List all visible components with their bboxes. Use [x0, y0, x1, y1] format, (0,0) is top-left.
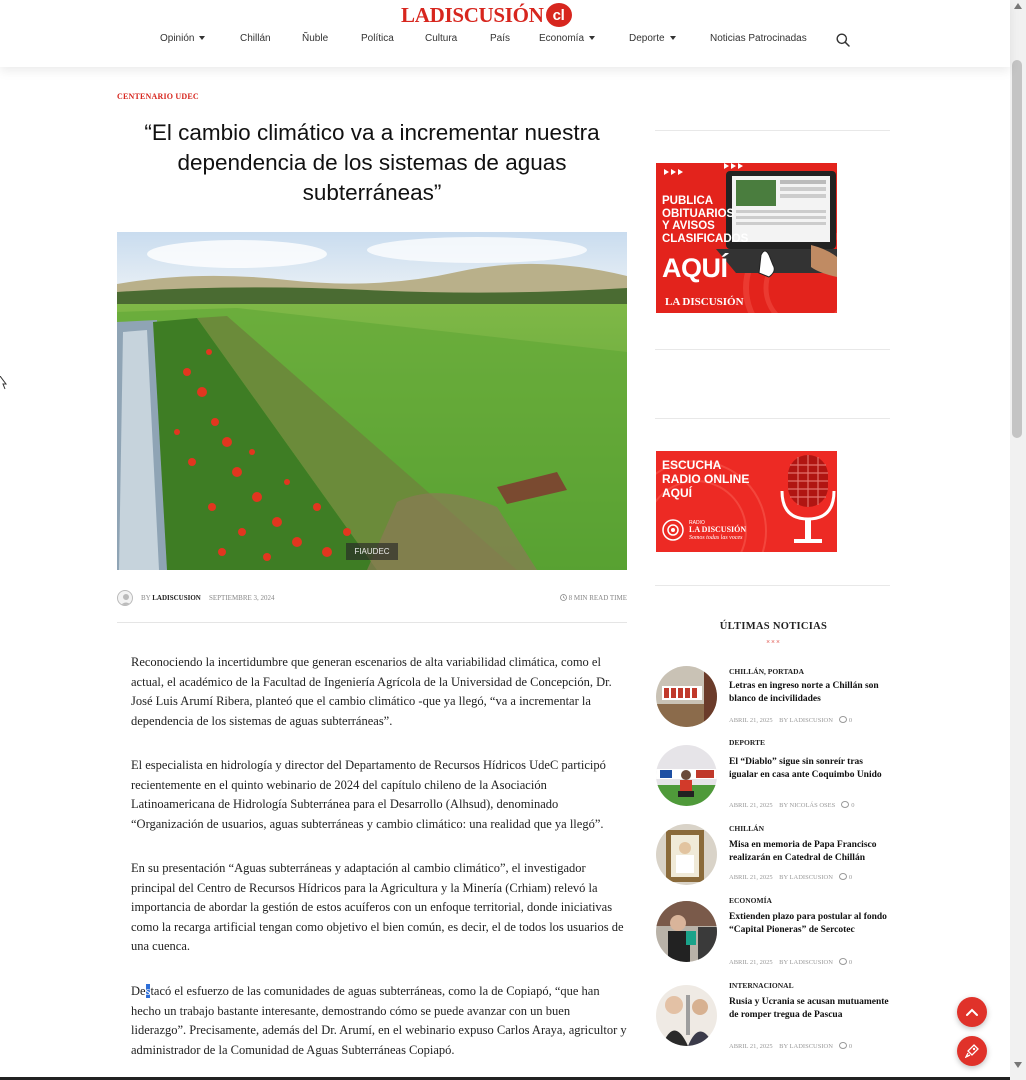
- ad-cta: AQUÍ: [662, 253, 728, 283]
- news-meta: [729, 801, 855, 809]
- nav-label: Ñuble: [302, 33, 329, 44]
- nav-label: Política: [361, 33, 394, 44]
- comment-count: 0: [848, 1043, 853, 1050]
- scrollbar-thumb[interactable]: [1012, 60, 1022, 438]
- news-date: ABRIL 21, 2025: [729, 959, 773, 966]
- read-time-label: 8 MIN READ TIME: [568, 594, 627, 602]
- comment-count: 0: [848, 717, 853, 724]
- news-headline[interactable]: Letras en ingreso norte a Chillán son blanco de incivilidades: [729, 681, 879, 704]
- nav-label: Chillán: [240, 33, 271, 44]
- sidebar-divider: [655, 130, 890, 131]
- news-meta: [729, 873, 852, 881]
- nav-item-economia[interactable]: [539, 33, 595, 44]
- ad-line: RADIO ONLINE: [662, 472, 750, 486]
- logo-discusion: DISCUSIÓN: [429, 2, 544, 27]
- ad-line: PUBLICA: [662, 195, 714, 207]
- news-category[interactable]: ECONOMÍA: [729, 896, 772, 905]
- news-headline[interactable]: Rusia y Ucrania se acusan mutuamente de romper tregua de Pascua: [729, 997, 889, 1020]
- news-category[interactable]: CHILLÁN, PORTADA: [729, 667, 805, 676]
- ad-radio-online[interactable]: [656, 451, 837, 552]
- nav-label: País: [490, 33, 511, 44]
- nav-label: Deporte: [629, 33, 665, 44]
- scroll-up-arrow-icon[interactable]: [1014, 3, 1022, 9]
- news-meta: [729, 958, 852, 966]
- news-category[interactable]: DEPORTE: [729, 738, 765, 747]
- article-hero-image: [117, 232, 627, 570]
- article-paragraph: [131, 982, 627, 1060]
- radio-label: RADIO: [689, 520, 705, 526]
- news-date: ABRIL 21, 2025: [729, 874, 773, 881]
- logo-cl-badge: cl: [546, 3, 572, 27]
- nav-item-politica[interactable]: [361, 33, 394, 44]
- comment-count: 0: [851, 802, 855, 809]
- news-item[interactable]: [656, 895, 891, 975]
- by-label: BY: [141, 594, 151, 602]
- ad-line: Y AVISOS: [662, 220, 715, 232]
- comment-icon: [839, 958, 847, 965]
- heading-decoration: ×××: [766, 638, 781, 646]
- nav-item-chillan[interactable]: [240, 33, 271, 44]
- ad-line: ESCUCHA: [662, 458, 722, 472]
- nav-item-deporte[interactable]: [629, 33, 676, 44]
- scroll-to-top-button[interactable]: [957, 997, 987, 1027]
- comment-count: 0: [848, 959, 853, 966]
- rocket-icon: [965, 1044, 979, 1058]
- news-date: ABRIL 21, 2025: [729, 1043, 773, 1050]
- scroll-down-arrow-icon[interactable]: [1014, 1062, 1022, 1068]
- news-item[interactable]: [656, 980, 891, 1060]
- news-date: ABRIL 21, 2025: [729, 717, 773, 724]
- byline: [141, 594, 201, 602]
- news-author[interactable]: BY LADISCUSION: [779, 1043, 833, 1050]
- news-author[interactable]: BY NICOLÁS OSES: [779, 802, 836, 809]
- divider: [117, 622, 627, 623]
- news-thumbnail[interactable]: [656, 666, 717, 727]
- news-headline[interactable]: El “Diablo” sigue sin sonreír tras igualar en casa ante Coquimbo Unido: [729, 757, 882, 780]
- site-header: [0, 0, 1010, 67]
- article-paragraph: En su presentación “Aguas subterráneas y adaptación al cambio climático”, el investigador principal del Centro de Recursos Hídricos para la Agricultura y la Minería (Crhiam) relevó la importancia de abordar la gestión de estos acuíferos con un enfoque territorial, donde iniciativas como la recarga artificial tengan como objetivo el bien común, es decir, el de todos los usuarios de una cuenca.: [131, 861, 624, 953]
- news-thumbnail[interactable]: [656, 745, 717, 806]
- article-date: SEPTIEMBRE 3, 2024: [209, 594, 275, 602]
- news-thumbnail[interactable]: [656, 824, 717, 885]
- clock-icon: [560, 594, 567, 601]
- news-thumbnail[interactable]: [656, 901, 717, 962]
- news-item[interactable]: [656, 666, 891, 746]
- article-title: “El cambio climático va a incrementar nuestra dependencia de los sistemas de aguas subterráneas”: [144, 120, 600, 205]
- article-category[interactable]: CENTENARIO UDEC: [117, 92, 199, 101]
- sidebar-divider: [655, 585, 890, 586]
- news-item[interactable]: [656, 737, 891, 817]
- news-thumbnail[interactable]: [656, 985, 717, 1046]
- ad-line: CLASIFICADOS: [662, 232, 749, 245]
- nav-item-opinion[interactable]: [160, 33, 205, 44]
- chevron-down-icon: [199, 36, 205, 40]
- news-category[interactable]: CHILLÁN: [729, 824, 765, 833]
- comment-icon: [839, 1042, 847, 1049]
- ad-radio-text: [662, 458, 749, 500]
- comment-count: 0: [848, 874, 853, 881]
- paragraph-text: De: [131, 984, 146, 998]
- nav-label: Economía: [539, 33, 585, 44]
- mouse-cursor-icon: [0, 376, 7, 390]
- site-logo[interactable]: [401, 2, 572, 28]
- news-item[interactable]: [656, 823, 891, 903]
- author-avatar[interactable]: [117, 590, 133, 606]
- nav-item-noticias-patrocinadas[interactable]: [710, 33, 807, 44]
- sidebar-divider: [655, 418, 890, 419]
- main-nav: [0, 31, 1010, 49]
- read-time: [560, 594, 627, 602]
- chevron-down-icon: [589, 36, 595, 40]
- news-date: ABRIL 21, 2025: [729, 802, 773, 809]
- ad-line: OBITUARIOS: [662, 207, 735, 220]
- photo-credit: FIAUDEC: [346, 543, 398, 560]
- chevron-up-icon: [966, 1008, 978, 1016]
- comment-icon: [839, 716, 847, 723]
- nav-item-nuble[interactable]: [302, 33, 328, 44]
- quick-action-button[interactable]: [957, 1036, 987, 1066]
- news-headline[interactable]: Misa en memoria de Papa Francisco realizarán en Catedral de Chillán: [729, 840, 877, 863]
- ad-brand: LA DISCUSIÓN: [665, 296, 744, 308]
- ad-obituarios-text: [662, 195, 748, 245]
- author-link[interactable]: LADISCUSION: [152, 594, 201, 602]
- news-headline[interactable]: Extienden plazo para postular al fondo “Capital Pioneras” de Sercotec: [729, 912, 887, 935]
- radio-brand: LA DISCUSIÓN: [689, 525, 747, 534]
- nav-label: Cultura: [425, 33, 458, 44]
- article-paragraph: Reconociendo la incertidumbre que generan escenarios de alta variabilidad climática, como el actual, el académico de la Facultad de Ingeniería Agrícola de la Universidad de Concepción, Dr. José Luis Arumí Ribera, planteó que el cambio climático -que ya llegó, “va a incrementar la dependencia de los sistemas de aguas subterráneas”.: [131, 655, 612, 728]
- ad-obituarios[interactable]: [656, 163, 837, 313]
- user-icon: [118, 591, 133, 606]
- text-selection: s: [145, 984, 151, 998]
- article-meta: [117, 590, 627, 608]
- radio-slogan: Somos todas las voces: [689, 535, 743, 541]
- comment-icon: [839, 873, 847, 880]
- sidebar-divider: [655, 349, 890, 350]
- news-author[interactable]: BY LADISCUSION: [779, 959, 833, 966]
- article-paragraph: El especialista en hidrología y director del Departamento de Recursos Hídricos UdeC participó recientemente en el quinto webinario de 2024 del capítulo chileno de la Asociación Latinoamericana de Hidrología Subterránea para el Desarrollo (Alhsud), denominado “Organización de usuarios, aguas subterráneas y cambio climático: una realidad que ya llegó”.: [131, 758, 606, 831]
- news-meta: [729, 1042, 852, 1050]
- nav-item-pais[interactable]: [490, 33, 510, 44]
- nav-item-cultura[interactable]: [425, 33, 457, 44]
- search-icon[interactable]: [836, 33, 850, 47]
- nav-label: Noticias Patrocinadas: [710, 33, 807, 44]
- nav-label: Opinión: [160, 33, 195, 44]
- ad-line: AQUÍ: [662, 486, 692, 500]
- radio-logo-icon: [662, 519, 684, 541]
- logo-la: LA: [401, 2, 430, 27]
- news-category[interactable]: INTERNACIONAL: [729, 981, 794, 990]
- comment-icon: [841, 801, 849, 808]
- latest-news-heading: ÚLTIMAS NOTICIAS: [719, 621, 828, 632]
- paragraph-text: tacó el esfuerzo de las comunidades de aguas subterráneas, como la de Copiapó, “que han hecho un trabajo bastante interesante, demostrando cómo se puede avanzar con un buen liderazgo”. Precisamente, además del Dr. Arumí, en el webinario expuso Carlos Araya, agricultor y administrador de la Comunidad de Aguas Subterráneas Copiapó.: [131, 984, 627, 1057]
- news-author[interactable]: BY LADISCUSION: [779, 874, 833, 881]
- chevron-down-icon: [670, 36, 676, 40]
- news-author[interactable]: BY LADISCUSION: [779, 717, 833, 724]
- news-meta: [729, 716, 852, 724]
